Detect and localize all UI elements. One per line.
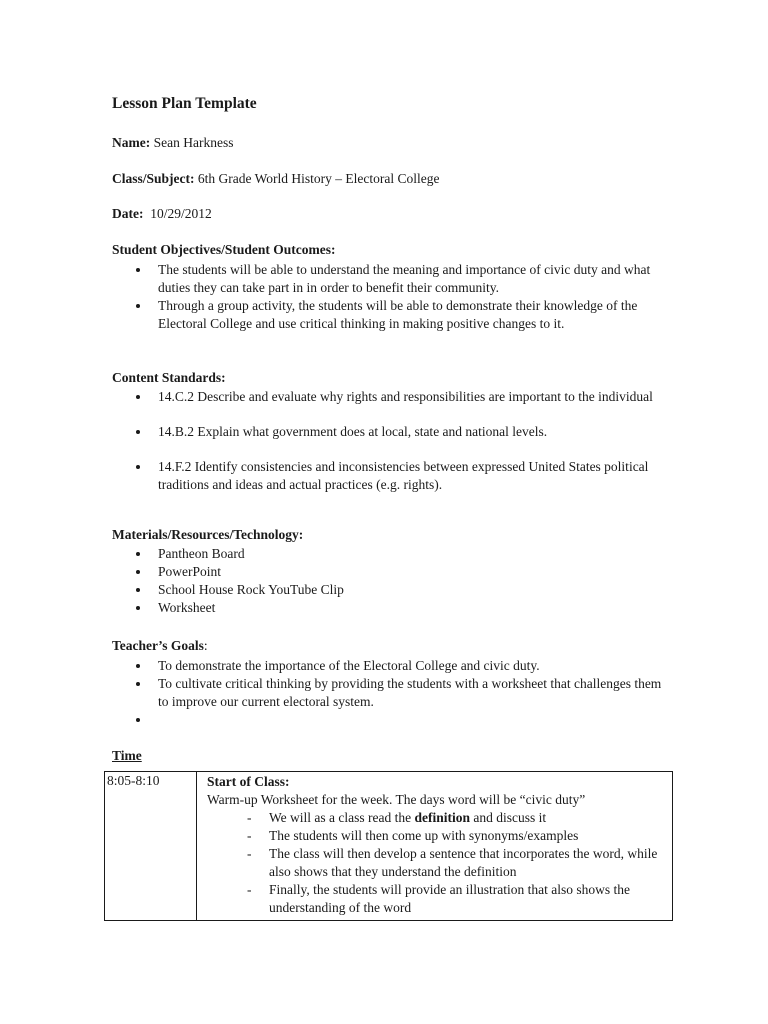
standards-list <box>112 388 672 494</box>
step-text: The class will then develop a sentence that incorporates the word, while also shows that they understand the definition <box>269 846 658 879</box>
date-label: Date: <box>112 206 144 221</box>
materials-list <box>112 545 672 617</box>
list-item: To demonstrate the importance of the Electoral College and civic duty. <box>112 657 672 675</box>
list-item: School House Rock YouTube Clip <box>112 581 672 599</box>
step-text-end: and discuss it <box>470 810 547 825</box>
class-field <box>112 171 440 187</box>
list-item: PowerPoint <box>112 563 672 581</box>
table-row <box>105 772 673 921</box>
list-item <box>207 809 672 827</box>
name-label: Name: <box>112 135 151 150</box>
schedule-table <box>104 771 673 921</box>
list-item: 14.B.2 Explain what government does at local, state and national levels. <box>112 423 672 441</box>
list-item <box>207 845 672 881</box>
list-item <box>207 881 672 917</box>
objectives-heading: Student Objectives/Student Outcomes: <box>112 242 336 257</box>
time-cell: 8:05-8:10 <box>105 772 197 921</box>
activity-steps <box>207 809 672 917</box>
list-item: Worksheet <box>112 599 672 617</box>
class-label: Class/Subject: <box>112 171 195 186</box>
objectives-list <box>112 261 672 333</box>
goals-heading-colon: : <box>203 638 208 653</box>
goals-list <box>112 657 672 729</box>
step-text: Finally, the students will provide an illustration that also shows the understanding of the word <box>269 882 630 915</box>
list-item <box>112 711 672 729</box>
list-item <box>207 827 672 845</box>
goals-heading <box>112 638 208 654</box>
date-value: 10/29/2012 <box>150 206 212 221</box>
class-value: 6th Grade World History – Electoral College <box>197 171 440 186</box>
list-item: Pantheon Board <box>112 545 672 563</box>
time-heading: Time <box>112 748 142 763</box>
list-item: 14.F.2 Identify consistencies and inconsistencies between expressed United States political traditions and ideas and actual practices (e.g. rights). <box>112 458 672 494</box>
goals-heading-text: Teacher’s Goals <box>112 638 204 653</box>
document-title: Lesson Plan Template <box>112 95 257 112</box>
name-value: Sean Harkness <box>153 135 234 150</box>
standards-heading: Content Standards: <box>112 370 226 385</box>
activity-intro: Warm-up Worksheet for the week. The days word will be “civic duty” <box>207 792 586 807</box>
date-field <box>112 206 212 222</box>
materials-heading: Materials/Resources/Technology: <box>112 527 304 542</box>
step-text: The students will then come up with synonyms/examples <box>269 828 579 843</box>
activity-cell <box>197 772 673 921</box>
step-text: We will as a class read the <box>269 810 415 825</box>
activity-title: Start of Class: <box>207 774 290 789</box>
list-item: 14.C.2 Describe and evaluate why rights and responsibilities are important to the individual <box>112 388 672 406</box>
step-bold-text: definition <box>414 810 470 825</box>
list-item: Through a group activity, the students will be able to demonstrate their knowledge of the Electoral College and use critical thinking in making positive changes to it. <box>112 297 672 333</box>
name-field <box>112 135 233 151</box>
list-item: To cultivate critical thinking by providing the students with a worksheet that challenges them to improve our current electoral system. <box>112 675 672 711</box>
list-item: The students will be able to understand the meaning and importance of civic duty and what duties they can take part in in order to benefit their community. <box>112 261 672 297</box>
